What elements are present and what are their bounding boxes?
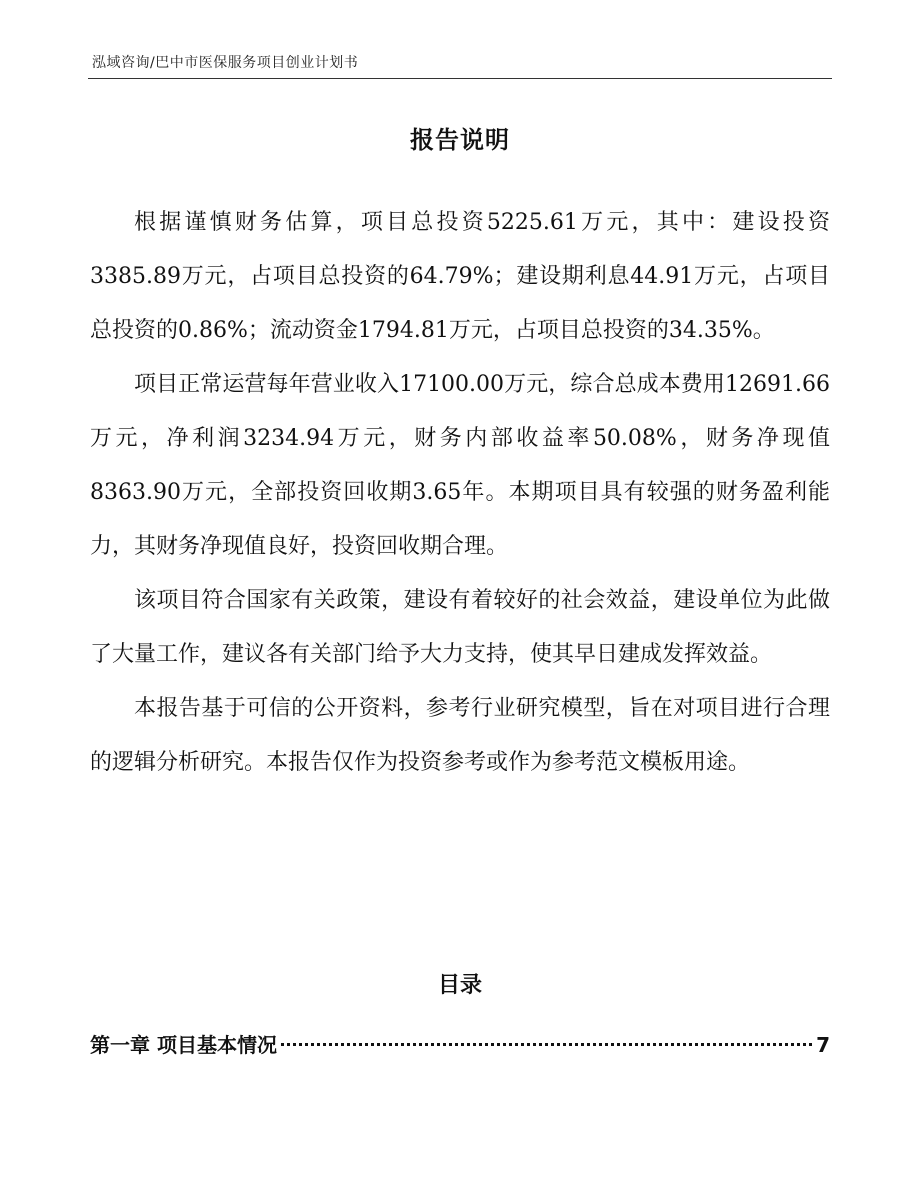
toc-entry[interactable] [90, 1028, 830, 1062]
paragraph-investment: 根据谨慎财务估算，项目总投资5225.61万元，其中：建设投资3385.89万元，占项目总投资的64.79%；建设期利息44.91万元，占项目总投资的0.86%；流动资金1794.81万元，占项目总投资的34.35%。 [90, 210, 830, 343]
paragraph-disclaimer: 本报告基于可信的公开资料，参考行业研究模型，旨在对项目进行合理的逻辑分析研究。本报告仅作为投资参考或作为参考范文模板用途。 [90, 696, 830, 775]
toc-dot-leader [281, 1043, 812, 1046]
paragraph-revenue: 项目正常运营每年营业收入17100.00万元，综合总成本费用12691.66万元，净利润3234.94万元，财务内部收益率50.08%，财务净现值8363.90万元，全部投资回收期3.65年。本期项目具有较强的财务盈利能力，其财务净现值良好，投资回收期合理。 [90, 372, 830, 559]
toc-entry-page: 7 [816, 1033, 830, 1057]
toc-title: 目录 [437, 973, 482, 998]
paragraph-policy: 该项目符合国家有关政策，建设有着较好的社会效益，建设单位为此做了大量工作，建议各有关部门给予大力支持，使其早日建成发挥效益。 [90, 588, 830, 667]
header-divider [88, 78, 832, 79]
running-header: 泓域咨询/巴中市医保服务项目创业计划书 [92, 55, 359, 71]
toc-entry-label[interactable]: 第一章 项目基本情况 [90, 1033, 277, 1057]
report-body [90, 196, 830, 790]
report-title: 报告说明 [410, 126, 510, 154]
